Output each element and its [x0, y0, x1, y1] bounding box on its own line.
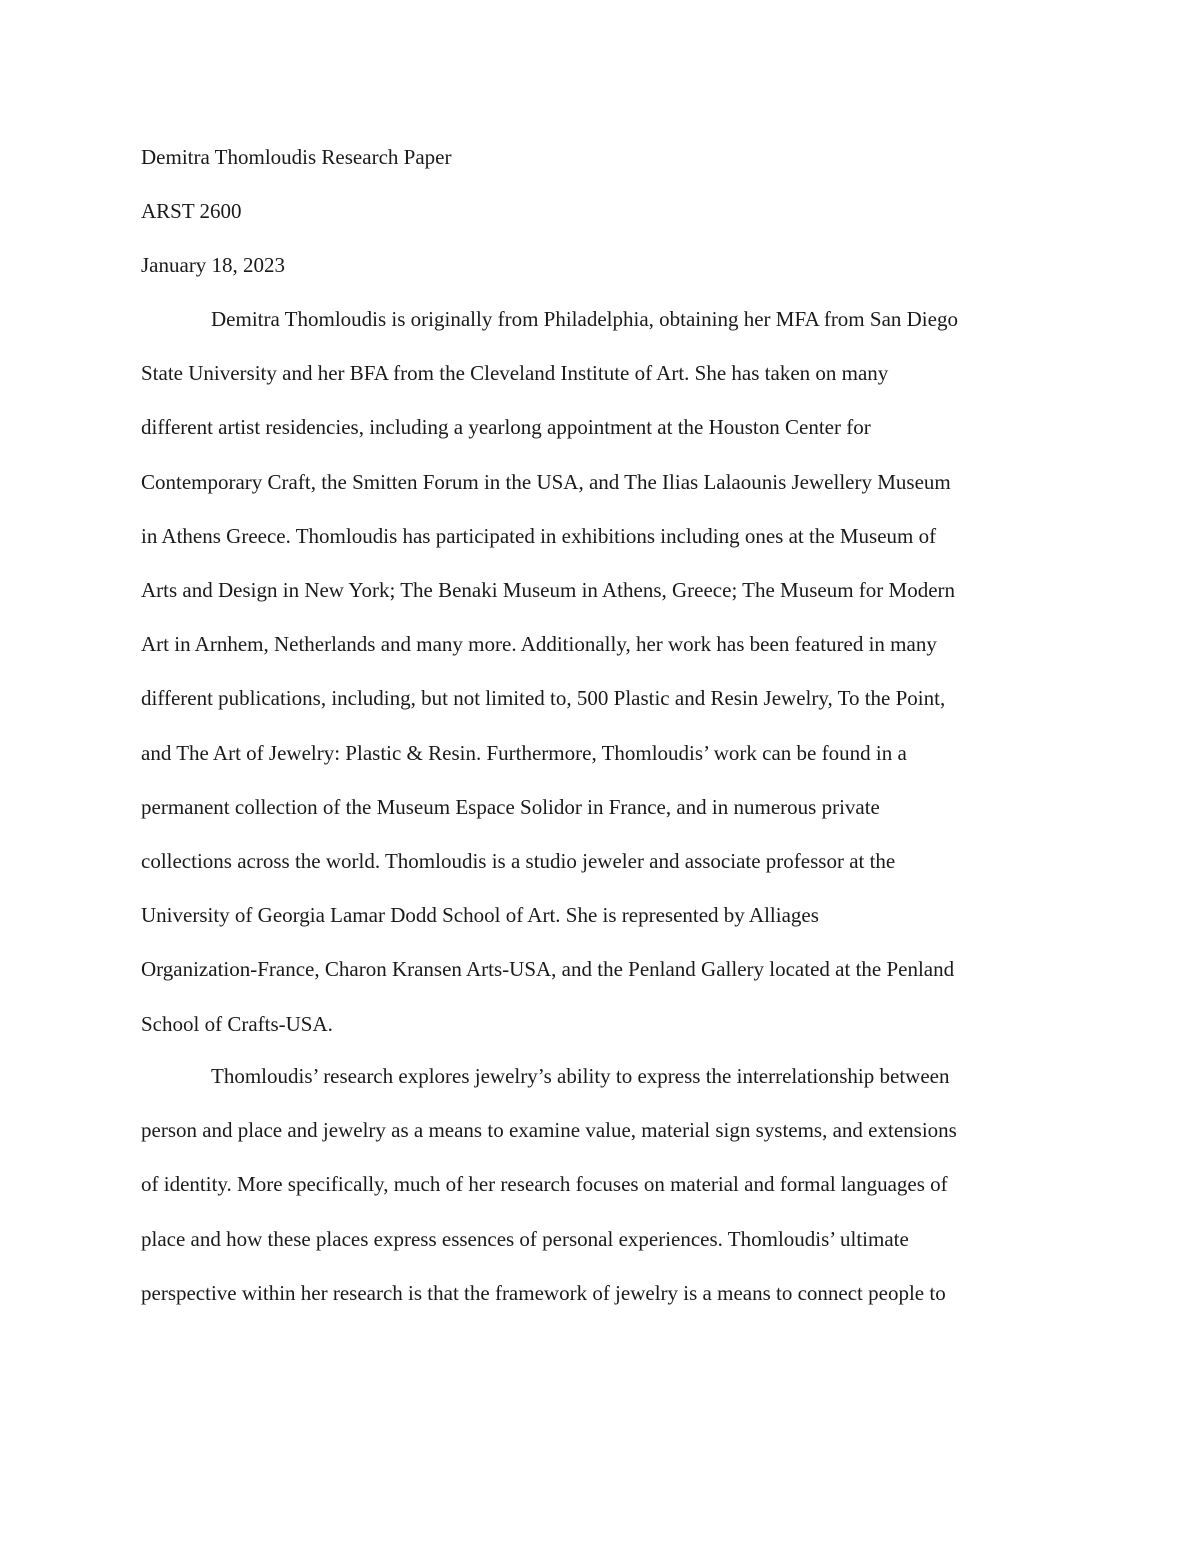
- text-line: Contemporary Craft, the Smitten Forum in the USA, and The Ilias Lalaounis Jewellery Museum: [141, 469, 951, 494]
- paragraph-1: [141, 292, 1066, 1051]
- text-line: different publications, including, but not limited to, 500 Plastic and Resin Jewelry, To the Point,: [141, 686, 946, 711]
- course-code: ARST 2600: [141, 199, 242, 223]
- text-line: Demitra Thomloudis is originally from Philadelphia, obtaining her MFA from San Diego: [211, 307, 958, 331]
- text-line: person and place and jewelry as a means to examine value, material sign systems, and extensions: [141, 1118, 957, 1143]
- text-line: Thomloudis’ research explores jewelry’s ability to express the interrelationship between: [211, 1064, 950, 1088]
- text-line: School of Crafts-USA.: [141, 1011, 333, 1036]
- text-line: in Athens Greece. Thomloudis has participated in exhibitions including ones at the Museum of: [141, 523, 937, 548]
- paper-date: January 18, 2023: [141, 253, 286, 277]
- text-line: different artist residencies, including a yearlong appointment at the Houston Center for: [141, 415, 871, 440]
- text-line: perspective within her research is that the framework of jewelry is a means to connect people to: [141, 1280, 946, 1305]
- text-line: Arts and Design in New York; The Benaki Museum in Athens, Greece; The Museum for Modern: [141, 578, 956, 603]
- text-line: Organization-France, Charon Kransen Arts-USA, and the Penland Gallery located at the Penland: [141, 957, 955, 982]
- text-line: place and how these places express essences of personal experiences. Thomloudis’ ultimate: [141, 1226, 909, 1251]
- paper-title: Demitra Thomloudis Research Paper: [141, 145, 452, 169]
- paragraph-2: [141, 1049, 1066, 1320]
- text-line: University of Georgia Lamar Dodd School of Art. She is represented by Alliages: [141, 903, 819, 928]
- text-line: of identity. More specifically, much of her research focuses on material and formal languages of: [141, 1172, 948, 1197]
- text-line: permanent collection of the Museum Espace Solidor in France, and in numerous private: [141, 794, 880, 819]
- text-line: and The Art of Jewelry: Plastic & Resin. Furthermore, Thomloudis’ work can be found in a: [141, 740, 907, 765]
- text-line: State University and her BFA from the Cleveland Institute of Art. She has taken on many: [141, 361, 889, 386]
- text-line: collections across the world. Thomloudis is a studio jeweler and associate professor at the: [141, 849, 896, 874]
- text-line: Art in Arnhem, Netherlands and many more. Additionally, her work has been featured in many: [141, 632, 937, 657]
